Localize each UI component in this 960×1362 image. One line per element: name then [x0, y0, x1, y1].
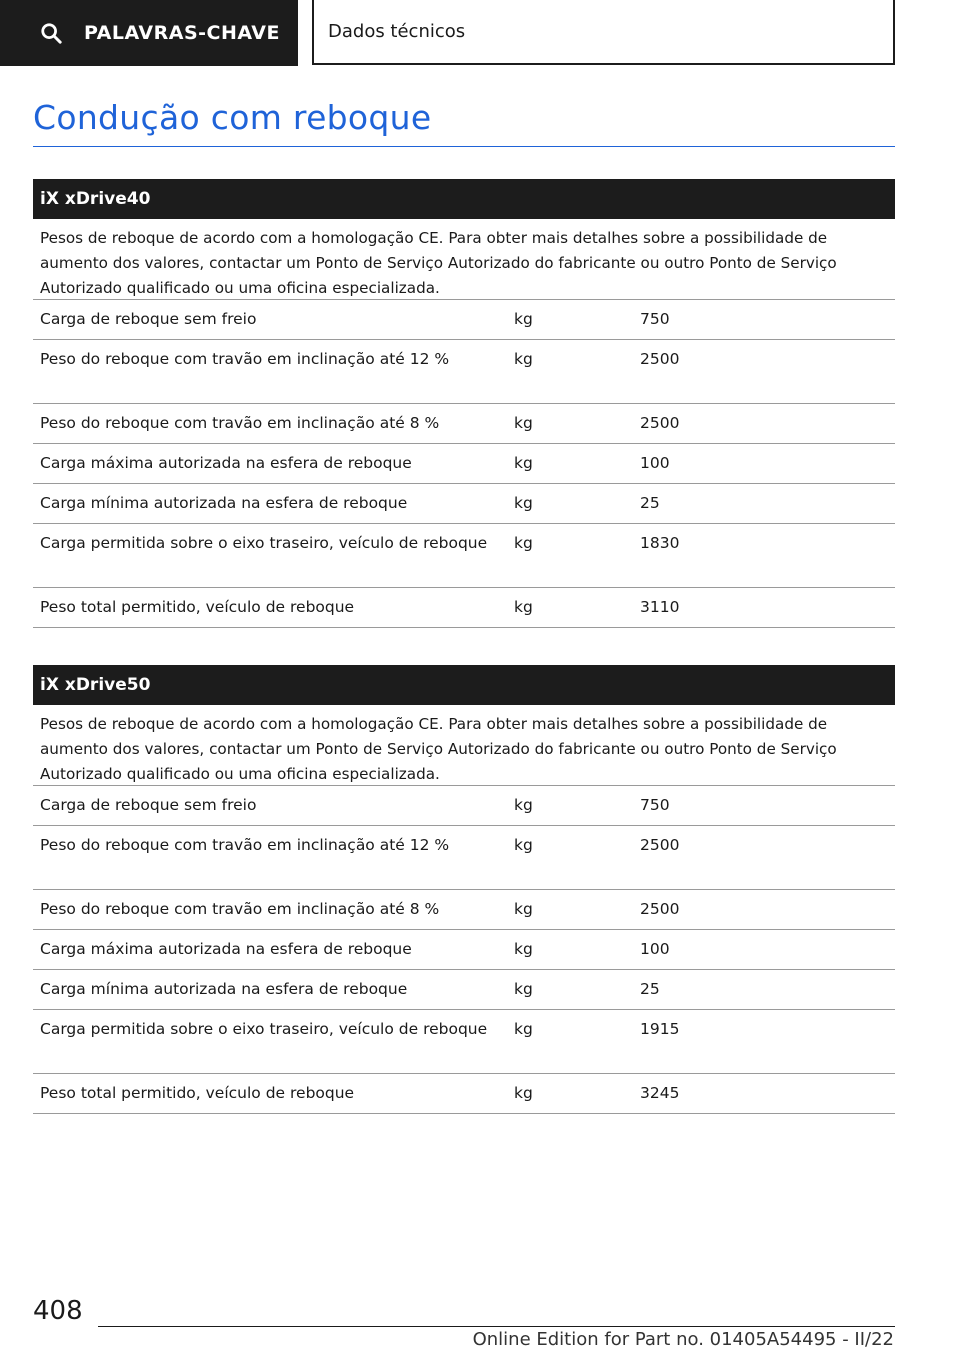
row-unit: kg [514, 836, 533, 854]
row-unit: kg [514, 494, 533, 512]
row-unit: kg [514, 414, 533, 432]
section-heading: iX xDrive50 [33, 665, 895, 705]
table-row [33, 300, 895, 340]
row-value: 2500 [640, 836, 680, 854]
row-value: 1830 [640, 534, 680, 552]
row-value: 25 [640, 980, 660, 998]
table-row [33, 1010, 895, 1074]
row-label: Carga de reboque sem freio [40, 796, 257, 814]
row-label: Carga máxima autorizada na esfera de reboque [40, 940, 412, 958]
keywords-tab-label: PALAVRAS-CHAVE [84, 22, 280, 44]
row-label: Carga mínima autorizada na esfera de reboque [40, 494, 408, 512]
row-label: Carga mínima autorizada na esfera de reboque [40, 980, 408, 998]
table-row [33, 826, 895, 890]
row-label: Peso total permitido, veículo de reboque [40, 598, 355, 616]
section-intro: Pesos de reboque de acordo com a homologação CE. Para obter mais detalhes sobre a possibilidade de aumento dos valores, contactar um Ponto de Serviço Autorizado do fabricante ou outro Ponto de Serviço Autorizado qualificado ou uma oficina especializada. [33, 705, 895, 786]
row-unit: kg [514, 310, 533, 328]
row-label: Peso do reboque com travão em inclinação até 12 % [40, 350, 450, 368]
row-value: 25 [640, 494, 660, 512]
row-unit: kg [514, 796, 533, 814]
row-value: 3110 [640, 598, 680, 616]
row-value: 750 [640, 310, 670, 328]
row-unit: kg [514, 900, 533, 918]
table-row [33, 930, 895, 970]
table-row [33, 890, 895, 930]
section-heading: iX xDrive40 [33, 179, 895, 219]
page-number: 408 [33, 1296, 83, 1326]
row-unit: kg [514, 1084, 533, 1102]
row-unit: kg [514, 598, 533, 616]
table-row [33, 484, 895, 524]
section-ix-xdrive50 [33, 665, 895, 1114]
row-value: 750 [640, 796, 670, 814]
row-label: Peso total permitido, veículo de reboque [40, 1084, 355, 1102]
row-label: Carga permitida sobre o eixo traseiro, veículo de reboque [40, 534, 488, 552]
row-unit: kg [514, 980, 533, 998]
breadcrumb-technical-data[interactable] [312, 0, 895, 65]
row-value: 2500 [640, 414, 680, 432]
table-row [33, 786, 895, 826]
top-navigation [0, 0, 960, 66]
row-label: Carga de reboque sem freio [40, 310, 257, 328]
row-value: 100 [640, 940, 670, 958]
edition-note: Online Edition for Part no. 01405A54495 - II/22 [472, 1329, 894, 1350]
row-value: 2500 [640, 900, 680, 918]
table-row [33, 588, 895, 628]
page-title: Condução com reboque [33, 98, 432, 137]
row-unit: kg [514, 1020, 533, 1038]
keywords-tab[interactable] [0, 0, 298, 66]
row-unit: kg [514, 940, 533, 958]
table-row [33, 404, 895, 444]
row-label: Carga máxima autorizada na esfera de reboque [40, 454, 412, 472]
footer-divider [98, 1326, 895, 1327]
table-row [33, 524, 895, 588]
table-row [33, 970, 895, 1010]
row-value: 100 [640, 454, 670, 472]
search-icon [40, 22, 62, 44]
table-row [33, 444, 895, 484]
section-ix-xdrive40 [33, 179, 895, 628]
table-row [33, 340, 895, 404]
table-row [33, 1074, 895, 1114]
row-label: Carga permitida sobre o eixo traseiro, veículo de reboque [40, 1020, 488, 1038]
row-unit: kg [514, 454, 533, 472]
row-value: 1915 [640, 1020, 680, 1038]
row-label: Peso do reboque com travão em inclinação até 12 % [40, 836, 450, 854]
row-unit: kg [514, 350, 533, 368]
row-value: 3245 [640, 1084, 680, 1102]
breadcrumb-label: Dados técnicos [328, 21, 466, 42]
row-label: Peso do reboque com travão em inclinação até 8 % [40, 900, 440, 918]
title-divider [33, 146, 895, 147]
section-intro: Pesos de reboque de acordo com a homologação CE. Para obter mais detalhes sobre a possibilidade de aumento dos valores, contactar um Ponto de Serviço Autorizado do fabricante ou outro Ponto de Serviço Autorizado qualificado ou uma oficina especializada. [33, 219, 895, 300]
row-unit: kg [514, 534, 533, 552]
row-value: 2500 [640, 350, 680, 368]
row-label: Peso do reboque com travão em inclinação até 8 % [40, 414, 440, 432]
